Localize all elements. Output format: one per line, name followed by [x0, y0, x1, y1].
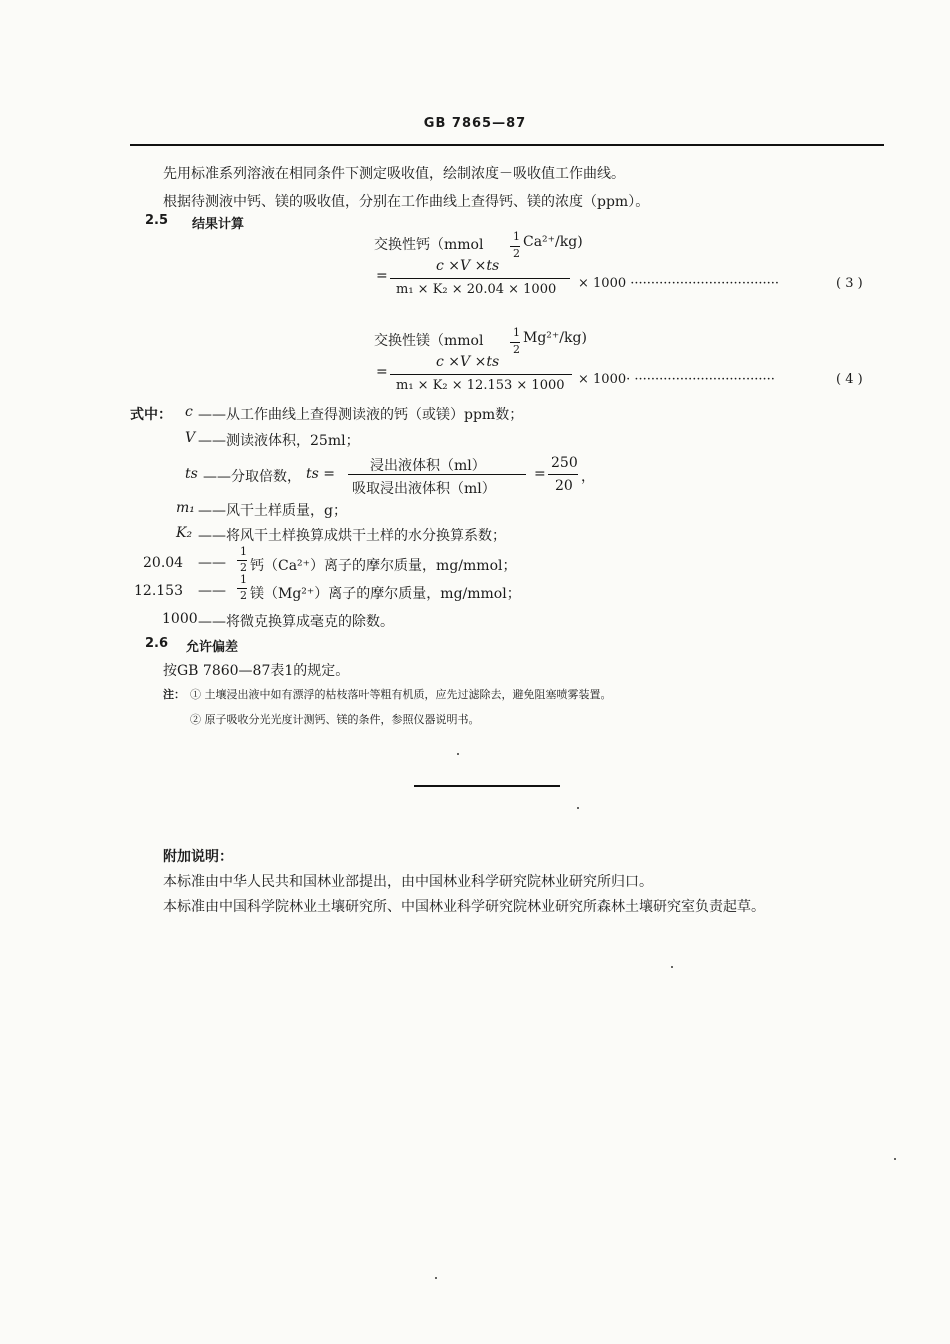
appendix-title: 附加说明：	[163, 849, 233, 865]
formula-3-fraction-line	[390, 278, 570, 279]
section-2-6-text: 按GB 7860—87表1的规定。	[163, 663, 350, 679]
var-1000-symbol: 1000	[162, 611, 198, 627]
formula-3-label: 交换性钙（mmol	[374, 237, 484, 253]
scan-speck	[577, 807, 579, 809]
formula-3-numerator: c ×V ×ts	[436, 258, 500, 274]
scan-speck	[435, 1277, 437, 1279]
var-v-desc: ——测读液体积，25ml；	[198, 433, 360, 449]
var-ts-eq-symbol: ts =	[306, 466, 335, 482]
var-ts-val-line	[548, 474, 578, 475]
section-2-5-number: 2.5	[145, 213, 169, 228]
scan-speck	[894, 1158, 896, 1160]
var-ts-desc: ——分取倍数，	[203, 469, 301, 485]
scan-speck	[457, 753, 459, 755]
formula-3-ion: Ca²⁺/kg)	[523, 234, 583, 250]
var-c-symbol: c	[185, 404, 193, 420]
section-separator	[414, 785, 560, 787]
formula-4-ion: Mg²⁺/kg)	[523, 330, 587, 346]
var-2004-dash: ——	[198, 555, 226, 571]
intro-line-2: 根据待测液中钙、镁的吸收值，分别在工作曲线上查得钙、镁的浓度（ppm）。	[163, 194, 650, 210]
notes-lead: 注：	[163, 688, 185, 701]
var-12153-symbol: 12.153	[134, 583, 183, 599]
scan-speck	[671, 966, 673, 968]
var-12153-half-den: 2	[240, 589, 247, 602]
formula-4-numerator: c ×V ×ts	[436, 354, 500, 370]
var-m1-symbol: m₁	[176, 500, 195, 516]
formula-3-denominator: m₁ × K₂ × 20.04 × 1000	[396, 282, 557, 297]
var-2004-desc: 钙（Ca²⁺）离子的摩尔质量，mg/mmol；	[250, 558, 517, 574]
note-2: ② 原子吸收分光光度计测钙、镁的条件，参照仪器说明书。	[190, 713, 480, 726]
var-ts-frac-line	[348, 474, 526, 475]
formula-4-multiplier-leader: × 1000· ··································	[578, 372, 775, 387]
var-k2-desc: ——将风干土样换算成烘干土样的水分换算系数；	[198, 528, 506, 544]
formula-4-half-num: 1	[513, 326, 520, 339]
section-2-6-number: 2.6	[145, 636, 169, 651]
var-12153-dash: ——	[198, 583, 226, 599]
var-2004-symbol: 20.04	[143, 555, 184, 571]
formula-4-half-den: 2	[513, 343, 520, 356]
document-header-code: GB 7865—87	[423, 116, 527, 131]
var-ts-end: ，	[581, 469, 595, 485]
formula-4-equals: =	[376, 364, 388, 380]
appendix-line-1: 本标准由中华人民共和国林业部提出，由中国林业科学研究院林业研究所归口。	[163, 874, 653, 890]
formula-3-half-den: 2	[513, 247, 520, 260]
var-k2-symbol: K₂	[176, 525, 193, 541]
header-rule	[130, 144, 884, 146]
var-ts-eq2: =	[534, 466, 546, 482]
var-2004-half-den: 2	[240, 561, 247, 574]
appendix-line-2: 本标准由中国科学院林业土壤研究所、中国林业科学研究院林业研究所森林土壤研究室负责起草。	[163, 899, 765, 915]
var-ts-symbol: ts	[185, 466, 198, 482]
formula-3-half-num: 1	[513, 230, 520, 243]
note-1: ① 土壤浸出液中如有漂浮的枯枝落叶等粗有机质，应先过滤除去，避免阻塞喷雾装置。	[190, 688, 612, 701]
var-v-symbol: V	[185, 430, 196, 446]
section-2-6-title: 允许偏差	[186, 640, 239, 655]
var-1000-desc: ——将微克换算成毫克的除数。	[198, 614, 394, 630]
formula-4-label: 交换性镁（mmol	[374, 333, 484, 349]
var-m1-desc: ——风干土样质量，g；	[198, 503, 347, 519]
formula-4-denominator: m₁ × K₂ × 12.153 × 1000	[396, 378, 565, 393]
intro-line-1: 先用标准系列溶液在相同条件下测定吸收值，绘制浓度－吸收值工作曲线。	[163, 166, 625, 182]
var-ts-frac-num: 浸出液体积（ml）	[370, 458, 486, 474]
var-c-desc: ——从工作曲线上查得测读液的钙（或镁）ppm数；	[198, 407, 524, 423]
var-12153-desc: 镁（Mg²⁺）离子的摩尔质量，mg/mmol；	[250, 586, 521, 602]
formula-3-multiplier-leader: × 1000 ····································	[578, 276, 780, 291]
var-ts-frac-den: 吸取浸出液体积（ml）	[352, 481, 496, 497]
var-ts-val-num: 250	[551, 455, 578, 471]
formula-4-fraction-line	[390, 374, 572, 375]
var-ts-val-den: 20	[555, 478, 573, 494]
formula-3-number: ( 3 )	[836, 276, 863, 291]
formula-3-equals: =	[376, 268, 388, 284]
var-2004-half-num: 1	[240, 545, 247, 558]
var-12153-half-num: 1	[240, 573, 247, 586]
formula-4-number: ( 4 )	[836, 372, 863, 387]
section-2-5-title: 结果计算	[192, 217, 245, 232]
where-lead: 式中：	[130, 407, 172, 423]
